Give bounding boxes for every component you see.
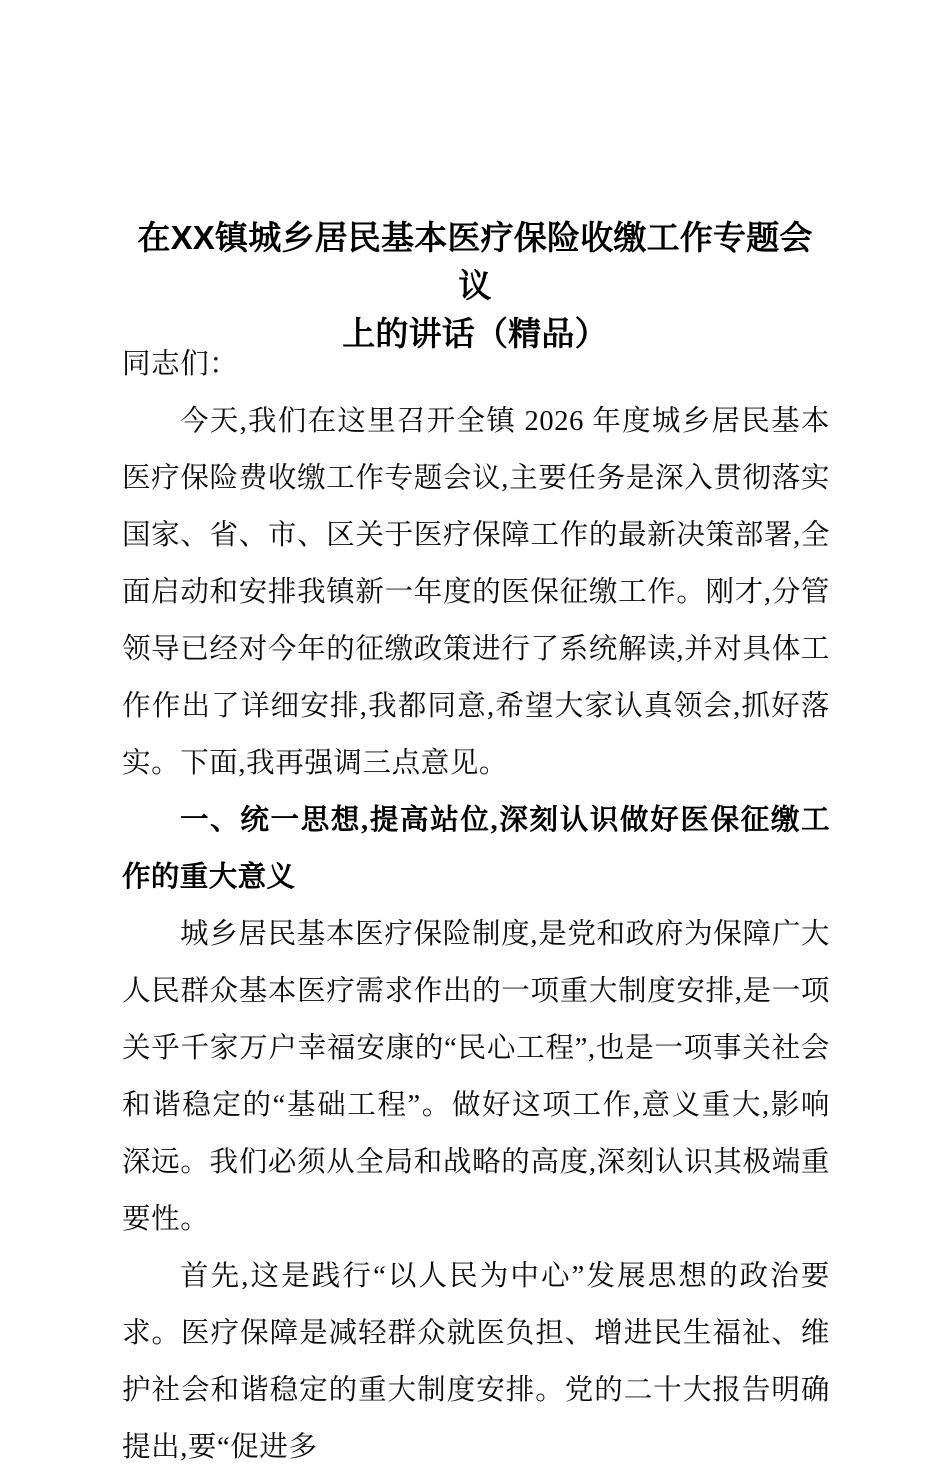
salutation: 同志们： <box>122 349 239 380</box>
paragraph-significance: 城乡居民基本医疗保险制度,是党和政府为保障广大人民群众基本医疗需求作出的一项重大制度安排,是一项关乎千家万户幸福安康的“民心工程”,也是一项事关社会和谐稳定的“基础工程”。做好这项工作,意义重大,影响深远。我们必须从全局和战略的高度,深刻认识其极端重要性。 <box>122 919 830 1235</box>
paragraph-political-requirement: 首先,这是践行“以人民为中心”发展思想的政治要求。医疗保障是减轻群众就医负担、增进民生福祉、维护社会和谐稳定的重大制度安排。党的二十大报告明确提出,要“促进多 <box>122 1261 830 1463</box>
title-line-2: 上的讲话（精品） <box>342 315 608 353</box>
document-body <box>122 336 830 1476</box>
paragraph-opening: 今天,我们在这里召开全镇 2026 年度城乡居民基本医疗保险费收缴工作专题会议,主要任务是深入贯彻落实国家、省、市、区关于医疗保障工作的最新决策部署,全面启动和安排我镇新一年度的医保征缴工作。刚才,分管领导已经对今年的征缴政策进行了系统解读,并对具体工作作出了详细安排,我都同意,希望大家认真领会,抓好落实。下面,我再强调三点意见。 <box>122 406 830 779</box>
title-line-1: 在XX镇城乡居民基本医疗保险收缴工作专题会议 <box>137 219 813 305</box>
section-heading-one: 一、统一思想,提高站位,深刻认识做好医保征缴工作的重大意义 <box>122 805 830 893</box>
